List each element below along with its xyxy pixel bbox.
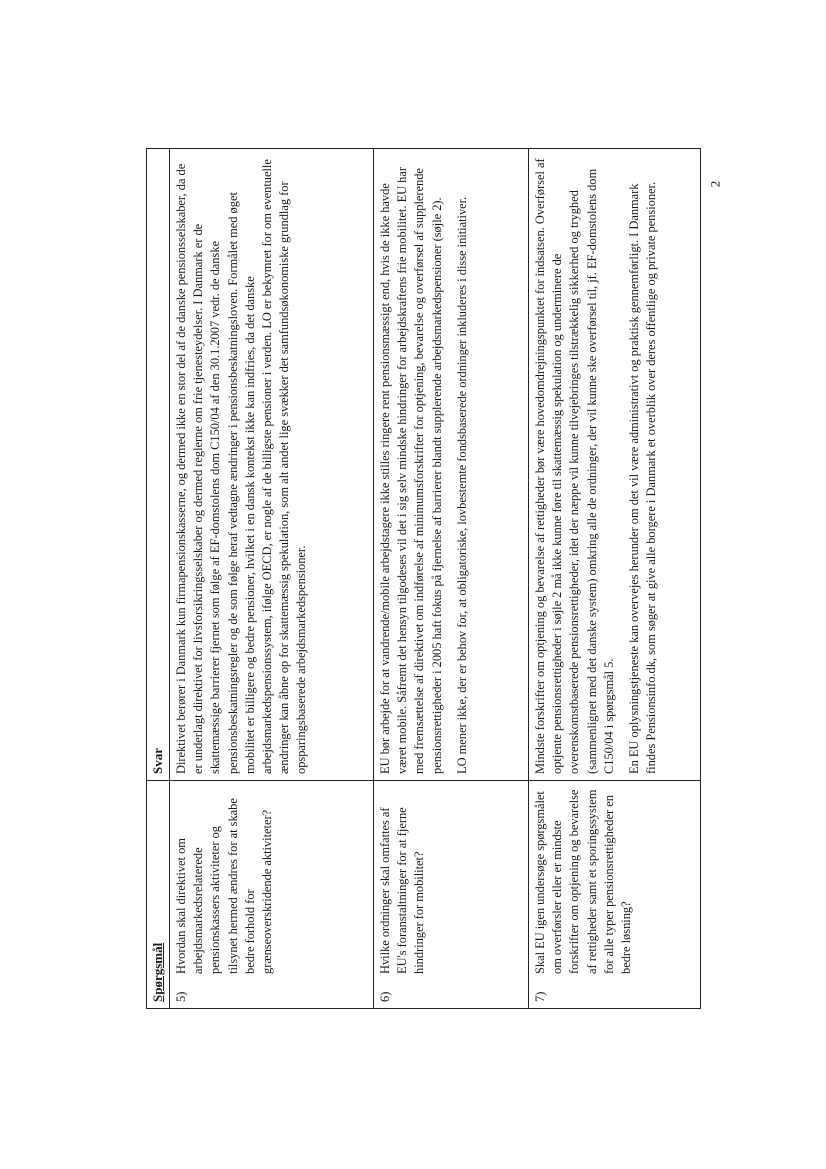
page-number: 2 xyxy=(707,180,723,188)
answer-paragraph: Mindste forskrifter om optjening og bevarelse af rettigheder bør være hovedomdrejningspunktet for indsatsen. Overførsel af optjente pensionsrettigheder i søjle 2 må ikke kunne føre til skattemæssig spekulation og underminere de overenskomstbaserede pensionsrettigheder, idet der næppe vil kunne tilvejebringes tilstrækkelig sikkerhed og tryghed (sammenlignet med det danske system) omkring alle de ordninger, der vil kunne ske overførsel til, jf. EF-domstolens dom C150/04 i spørgsmål 5. xyxy=(533,158,616,774)
rotated-page-content xyxy=(146,149,696,1009)
question-number: 7) xyxy=(533,991,547,1002)
question-text: Skal EU igen undersøge spørgsmålet om overførsler eller er mindste forskrifter om optjening og bevarelse af rettigheder samt et sporingssystem for alle typer pensionsrettigheder en bedre løsning? xyxy=(533,789,634,974)
answer-cell xyxy=(374,149,529,781)
question-number: 5) xyxy=(174,991,188,1002)
question-text: Hvilke ordninger skal omfattes af EU's foranstaltninger for at fjerne hindringer for mobilitet? xyxy=(378,807,427,974)
answer-column-header: Svar xyxy=(147,149,170,781)
answer-paragraph: En EU oplysningstjeneste kan overvejes herunder om det vil være administrativt og praktisk gennemførligt. I Danmark findes Pensionsinfo.dk, som søger at give alle borgere i Danmark et overblik over deres offentlige og private pensioner. xyxy=(627,181,659,774)
question-cell xyxy=(529,781,701,1009)
table-row xyxy=(374,149,529,1009)
answer-paragraph: Direktivet berører i Danmark kun firmapensionskasserne, og dermed ikke en stor del af de danske pensionsselskaber, da de er underlagt direktivet for livsforsikringsselskaber og dermed reglerne om frie tjenesteydelser. I Danmark er de skattemæssige barrierer fjernet som følge af EF-domstolens dom C150/04 af den 30.1.2007 vedr. de danske pensionsbeskatningsregler og de som følge heraf vedtagne ændringer i pensionsbeskatningsloven. Formålet med øget mobilitet er billigere og bedre pensioner, hvilket i en dansk kontekst ikke kan indfries, da det danske arbejdsmarkedspensionssystem, ifølge OECD, er nogle af de billigste pensioner i verden. LO er bekymret for om eventuelle ændringer kan åbne op for skattemæssig spekulation, som alt andet lige svækker det samfundsøkonomiske grundlag for opsparingsbaserede arbejdsmarkedspensioner. xyxy=(174,159,309,774)
answer-cell xyxy=(529,149,701,781)
question-text: Hvordan skal direktivet om arbejdsmarkedsrelaterede pensionskassers aktiviteter og tilsynet hermed ændres for at skabe bedre forhold for grænseoverskridende aktiviteter? xyxy=(174,798,275,974)
answer-cell xyxy=(170,149,374,781)
table-row xyxy=(529,149,701,1009)
qa-table xyxy=(146,148,701,1009)
question-cell xyxy=(374,781,529,1009)
question-cell xyxy=(170,781,374,1009)
table-row xyxy=(170,149,374,1009)
question-number: 6) xyxy=(378,991,392,1002)
answer-paragraph: LO mener ikke, der er behov for, at obligatoriske, lovbestemte fondsbaserede ordninger inkluderes i disse initiativer. xyxy=(454,196,469,774)
answer-paragraph: EU bør arbejde for at vandrende/mobile arbejdstagere ikke stilles ringere rent pensionsmæssigt end, hvis de ikke havde været mobile. Såfremt det hensyn tilgodeses vil det i sig selv mindske hindringer for arbejdskraftens frie mobilitet. EU har med fremsættelse af direktivet om indførelse af minimumsforskrifter for optjening, bevarelse og overførsel af supplerende pensionsrettigheder i 2005 haft fokus på fjernelse af barrierer blandt supplerende arbejdsmarkedspensioner (søjle 2). xyxy=(378,166,444,774)
table-header-row xyxy=(147,149,170,1009)
question-column-header: Spørgsmål xyxy=(147,781,170,1009)
